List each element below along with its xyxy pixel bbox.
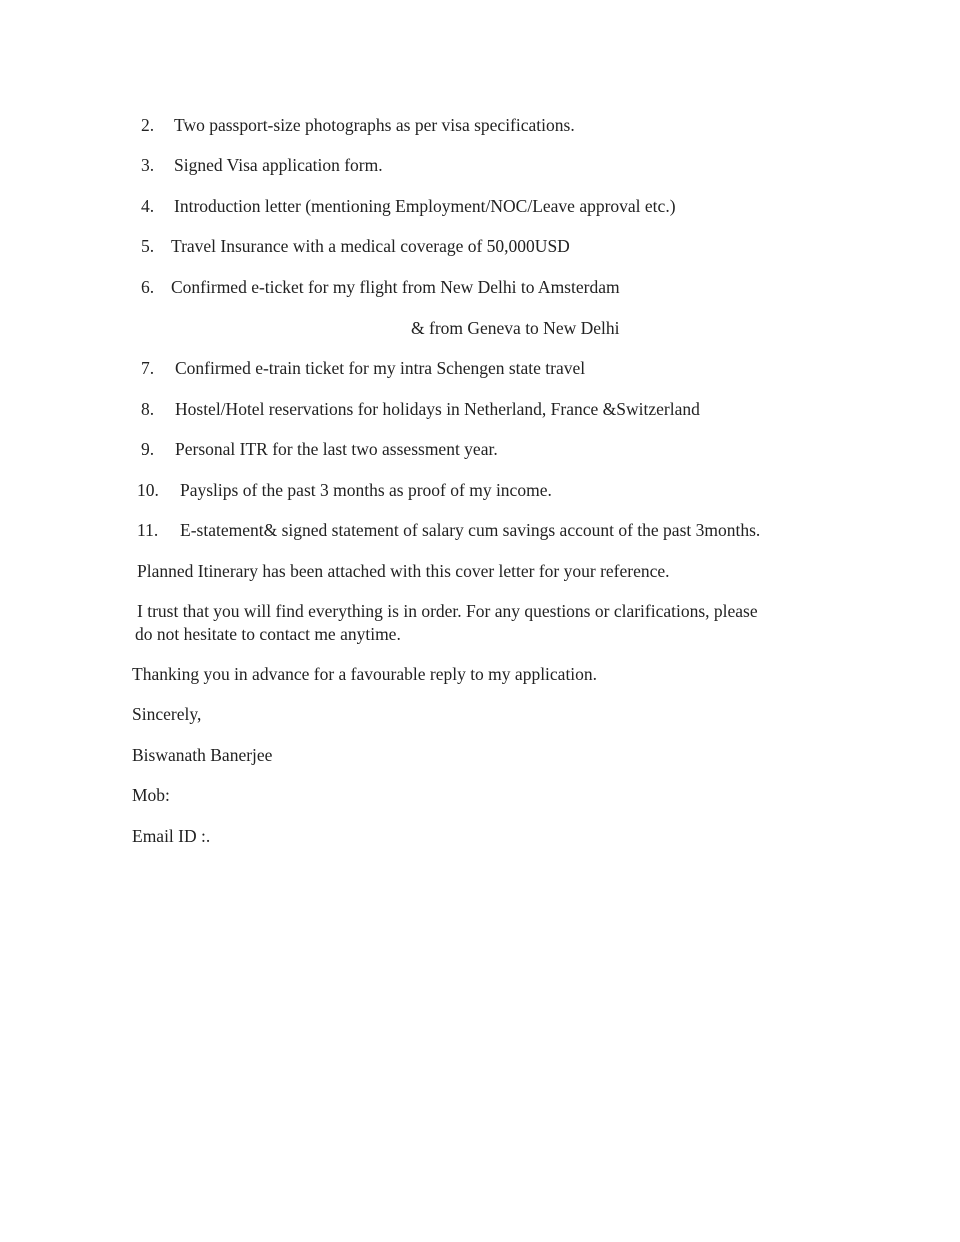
list-item-text: Confirmed e-ticket for my flight from New Delhi to Amsterdam	[171, 277, 620, 297]
list-item-text: Two passport-size photographs as per visa specifications.	[174, 115, 575, 135]
list-item-number: 9.	[141, 439, 155, 459]
trust-paragraph-line-1: I trust that you will find everything is in order. For any questions or clarifications, please	[137, 601, 758, 621]
itinerary-note: Planned Itinerary has been attached with this cover letter for your reference.	[137, 561, 670, 581]
thanks-line: Thanking you in advance for a favourable reply to my application.	[132, 664, 598, 684]
list-item-text: E-statement& signed statement of salary cum savings account of the past 3months.	[180, 520, 761, 540]
list-item-number: 11.	[137, 520, 159, 540]
list-item-number: 2.	[141, 115, 155, 135]
list-item-number: 8.	[141, 399, 155, 419]
list-item-number: 5.	[141, 236, 155, 256]
closing-salutation: Sincerely,	[132, 704, 202, 724]
list-item-number: 10.	[137, 480, 159, 500]
trust-paragraph-line-2: do not hesitate to contact me anytime.	[135, 624, 401, 644]
list-item-text: Travel Insurance with a medical coverage of 50,000USD	[171, 236, 570, 256]
email-label: Email ID :.	[132, 826, 211, 846]
list-item-text: Payslips of the past 3 months as proof of my income.	[180, 480, 552, 500]
list-item-number: 4.	[141, 196, 155, 216]
list-item-text: Hostel/Hotel reservations for holidays in Netherland, France &Switzerland	[175, 399, 700, 419]
list-item-continuation: & from Geneva to New Delhi	[411, 318, 620, 338]
list-item-number: 6.	[141, 277, 155, 297]
list-item-text: Signed Visa application form.	[174, 155, 383, 175]
list-item-number: 3.	[141, 155, 155, 175]
list-item-text: Confirmed e-train ticket for my intra Schengen state travel	[175, 358, 586, 378]
list-item-text: Introduction letter (mentioning Employment/NOC/Leave approval etc.)	[174, 196, 676, 216]
list-item-text: Personal ITR for the last two assessment year.	[175, 439, 498, 459]
mobile-label: Mob:	[132, 785, 170, 805]
signer-name: Biswanath Banerjee	[132, 745, 273, 765]
list-item-number: 7.	[141, 358, 155, 378]
